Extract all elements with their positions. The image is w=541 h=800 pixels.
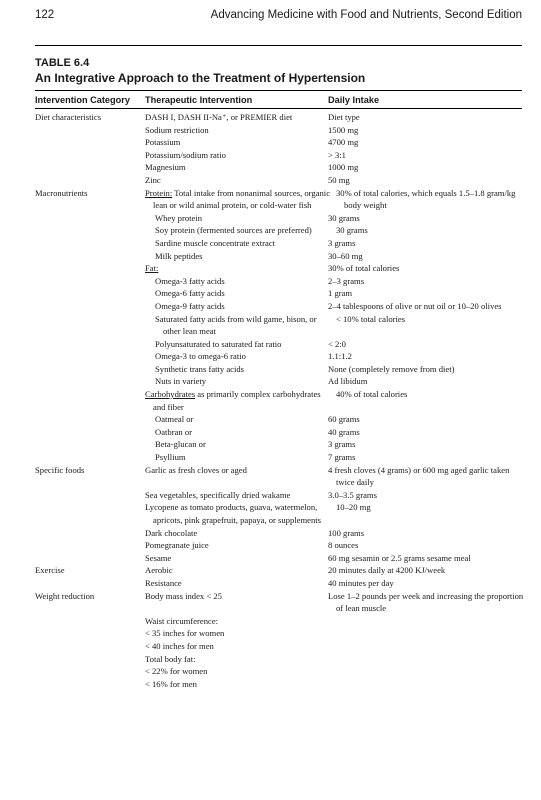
table-row [0,287,541,300]
intake-cell: 60 mg sesamin or 2.5 grams sesame meal [328,552,471,563]
table-row [0,313,541,338]
intervention-cell [145,187,331,212]
intake-cell: 1500 mg [328,124,359,135]
intervention-cell: Omega-3 to omega-6 ratio [155,351,246,362]
category-cell: Specific foods [35,464,85,475]
table-row [0,275,541,288]
intake-cell: 60 grams [328,414,360,425]
table-row [0,413,541,426]
intervention-cell: Synthetic trans fatty acids [155,363,245,374]
table-title: An Integrative Approach to the Treatment of Hypertension [35,71,366,85]
intervention-cell: Soy protein (fermented sources are preferred) [155,225,312,236]
table-row [0,653,541,666]
intervention-cell: DASH I, DASH II-Na⁺, or PREMIER diet [145,112,293,122]
category-cell: Diet characteristics [35,112,102,122]
intake-cell: 1.1:1.2 [328,351,352,362]
intervention-cell: Lycopene as tomato products, guava, watermelon, apricots, pink grapefruit, papaya, or supplements [145,502,322,525]
table-row [0,237,541,250]
table-row [0,627,541,640]
intervention-cell [145,388,331,413]
table-row [0,375,541,388]
intervention-cell: Oatmeal or [155,414,194,425]
intervention-cell: Dark chocolate [145,527,198,538]
table-row [0,552,541,565]
intake-cell: < 10% total calories [336,313,406,324]
table-row [0,161,541,174]
table-row [0,577,541,590]
intake-cell: 3 grams [328,439,356,450]
intervention-cell: < 22% for women [145,666,208,677]
intervention-cell: Omega-9 fatty acids [155,300,225,311]
intervention-cell: Sesame [145,552,172,563]
table-row [0,640,541,653]
table-row [0,187,541,212]
intake-cell [328,678,518,691]
table-row [0,388,541,413]
intake-cell: 30% of total calories, which equals 1.5–1.8 gram/kg body weight [336,187,516,211]
intervention-cell: Beta-glucan or [155,439,206,450]
table-row [0,224,541,237]
column-header-intervention: Therapeutic Intervention [145,95,253,105]
intake-cell: 1000 mg [328,162,359,173]
intake-cell: 3.0–3.5 grams [328,489,377,500]
table-row [0,300,541,313]
intervention-cell: Resistance [145,577,182,588]
intake-cell: Lose 1–2 pounds per week and increasing the proportion of lean muscle [328,590,524,614]
intake-cell: < 2:0 [328,338,346,349]
intake-cell: Diet type [328,112,360,122]
intervention-cell: Waist circumference: [145,615,219,626]
intervention-cell: Zinc [145,174,161,185]
table-row [0,350,541,363]
intervention-cell: Garlic as fresh cloves or aged [145,464,247,475]
table-row [0,564,541,577]
table-row [0,501,541,526]
intervention-cell: < 40 inches for men [145,640,214,651]
intake-cell: 100 grams [328,527,365,538]
column-header-category: Intervention Category [35,95,130,105]
intake-cell: 2–3 grams [328,275,365,286]
table-row [0,250,541,263]
page-header [35,9,522,27]
page-number: 122 [35,9,55,21]
intake-cell: Ad libidum [328,376,368,387]
column-header-intake: Daily Intake [328,95,380,105]
table-top-rule [35,90,522,91]
table-label: TABLE 6.4 [35,57,90,69]
table-row [0,464,541,489]
intake-cell: 1 gram [328,288,353,299]
intake-cell: 30% of total calories [328,263,400,274]
table-row [0,149,541,162]
intervention-cell: Milk peptides [155,250,203,261]
intake-cell [328,653,518,666]
table-row [0,539,541,552]
intake-cell: 20 minutes daily at 4200 KJ/week [328,565,446,576]
intervention-cell [145,262,323,275]
table-row [0,438,541,451]
category-cell: Weight reduction [35,590,95,601]
table-row [0,590,541,615]
table-row [0,489,541,502]
intake-cell: > 3:1 [328,149,346,160]
protein-description: Total intake from nonanimal sources, organic lean or wild animal protein, or cold-water fish [153,187,331,211]
intake-cell [328,640,518,653]
table-row [0,136,541,149]
table-row [0,174,541,187]
table-row [0,451,541,464]
intake-cell [328,615,518,628]
protein-heading: Protein: [145,187,173,198]
header-rule [35,45,522,46]
intake-cell: 30 grams [336,225,368,236]
category-cell: Macronutrients [35,187,88,198]
intake-cell: 30–60 mg [328,250,363,261]
intake-cell: 50 mg [328,174,350,185]
category-cell: Exercise [35,565,65,576]
table-row [0,124,541,137]
intervention-cell: Omega-3 fatty acids [155,275,225,286]
intervention-cell: Sea vegetables, specifically dried wakame [145,489,291,500]
intake-cell [328,627,518,640]
intervention-cell: Body mass index < 25 [145,590,222,601]
table-row [0,426,541,439]
intervention-cell: Sodium restriction [145,124,209,135]
table-header-rule [35,108,522,109]
intervention-cell: Oatbran or [155,426,192,437]
intervention-cell: Magnesium [145,162,186,173]
table-row [0,678,541,691]
intervention-cell: Total body fat: [145,653,196,664]
intervention-cell: < 16% for men [145,678,197,689]
intake-cell: 4 fresh cloves (4 grams) or 600 mg aged garlic taken twice daily [328,464,510,488]
intervention-cell: Aerobic [145,565,173,576]
fat-heading: Fat: [145,263,159,274]
intervention-cell: Potassium [145,137,181,148]
intake-cell: 4700 mg [328,137,359,148]
intake-cell: 40% of total calories [336,389,408,400]
intake-cell: 10–20 mg [336,502,371,513]
table-row [0,212,541,225]
intake-cell: 8 ounces [328,540,359,551]
intervention-cell: Saturated fatty acids from wild game, bison, or other lean meat [155,313,317,337]
table-row [0,665,541,678]
intervention-cell: Nuts in variety [155,376,207,387]
table-row [0,338,541,351]
intervention-cell: Pomegranate juice [145,540,209,551]
intervention-cell: Whey protein [155,212,203,223]
intake-cell: 30 grams [328,212,360,223]
table-row [0,527,541,540]
table-row [0,111,541,124]
table-row [0,615,541,628]
running-title: Advancing Medicine with Food and Nutrients, Second Edition [210,9,522,21]
intervention-cell: Psyllium [155,452,186,463]
intake-cell: 40 minutes per day [328,577,394,588]
intake-cell [328,665,518,678]
carbohydrates-heading: Carbohydrates [145,389,196,400]
carbohydrates-description: as primarily complex carbohydrates and fiber [153,389,321,412]
intake-cell: 2–4 tablespoons of olive or nut oil or 10–20 olives [328,300,502,311]
intervention-cell: Polyunsaturated to saturated fat ratio [155,338,282,349]
intake-cell: 3 grams [328,237,356,248]
table-row [0,262,541,275]
intervention-cell: Sardine muscle concentrate extract [155,237,276,248]
intervention-cell: Omega-6 fatty acids [155,288,225,299]
intake-cell: 7 grams [328,452,356,463]
intervention-cell: < 35 inches for women [145,628,225,639]
intervention-cell: Potassium/sodium ratio [145,149,226,160]
table-body [0,111,541,690]
table-row [0,363,541,376]
intake-cell: 40 grams [328,426,360,437]
intake-cell: None (completely remove from diet) [328,363,455,374]
